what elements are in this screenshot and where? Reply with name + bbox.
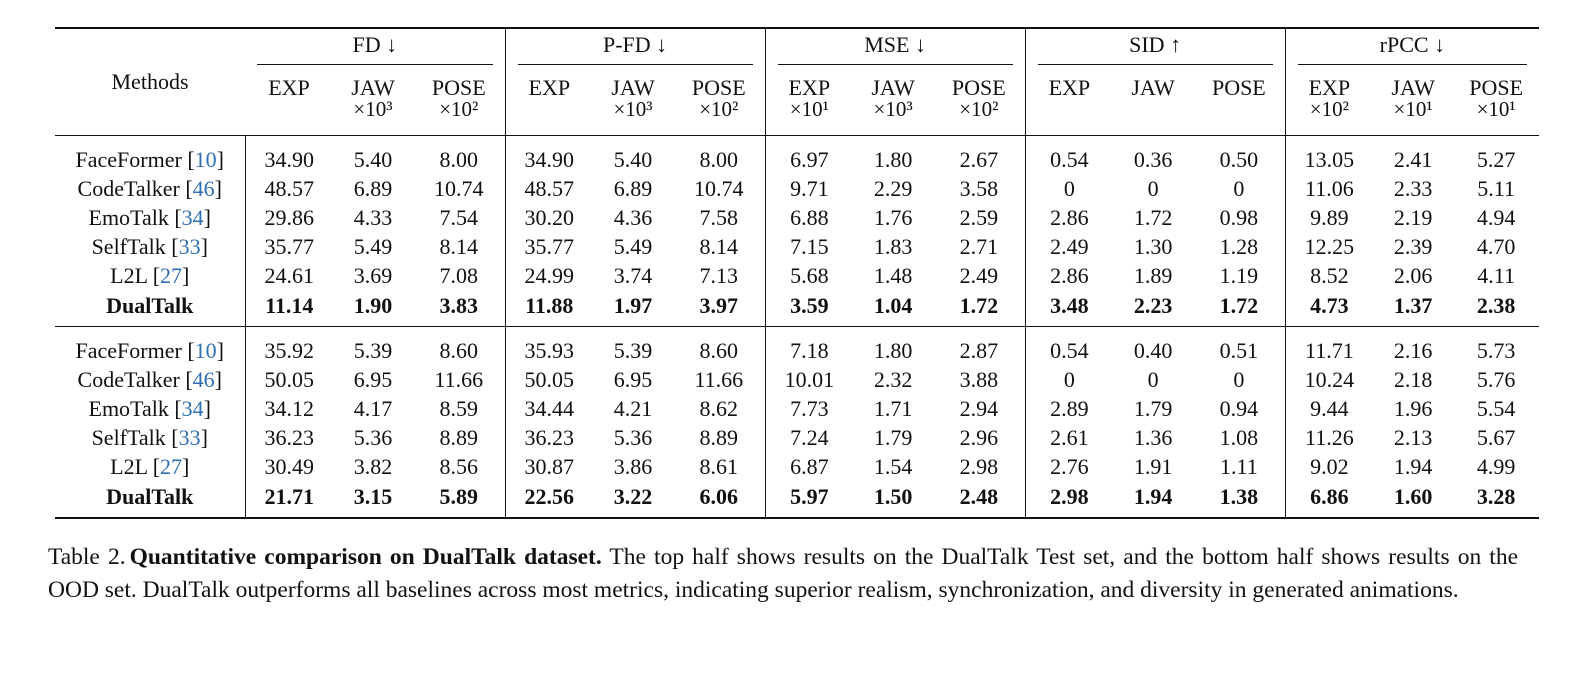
method-name: EmoTalk: [88, 204, 169, 230]
table-row: [55, 136, 1539, 175]
table-cell: 2.32: [873, 366, 913, 392]
citation-link[interactable]: 46: [192, 175, 215, 201]
table-cell: 1.96: [1393, 396, 1433, 422]
table-cell: 2.33: [1393, 175, 1433, 201]
table-cell: 0.54: [1025, 327, 1113, 366]
table-cell: 4.94: [1476, 204, 1516, 230]
method-name-cell: SelfTalk [33]: [91, 234, 208, 260]
group-header: [245, 28, 505, 69]
group-header: [505, 28, 765, 69]
table-cell: 6.06: [673, 482, 765, 518]
method-name-cell: [55, 482, 245, 518]
group-label: FD ↓: [257, 34, 493, 65]
table-cell: 0.54: [1025, 136, 1113, 175]
table-cell: 0: [1025, 174, 1113, 203]
table-row: [55, 233, 1539, 262]
table-cell: 1.79: [873, 425, 913, 451]
table-cell: 5.36: [613, 425, 653, 451]
table-cell: 8.59: [439, 396, 479, 422]
table-cell: 11.66: [434, 366, 484, 392]
table-cell: 2.29: [873, 175, 913, 201]
header-scale-row: [55, 99, 1539, 136]
table-cell: 9.44: [1285, 395, 1373, 424]
table-cell: 11.26: [1285, 424, 1373, 453]
column-header: EXP: [268, 75, 310, 100]
table-cell: 4.99: [1476, 454, 1516, 480]
table-cell: 5.39: [613, 337, 653, 363]
citation-link[interactable]: 33: [178, 234, 201, 260]
table-cell: 8.89: [699, 425, 739, 451]
table-cell: 2.23: [1113, 291, 1193, 327]
table-cell: 50.05: [245, 365, 333, 394]
table-cell: 5.39: [353, 337, 393, 363]
table-cell: 1.19: [1219, 263, 1259, 289]
table-cell: 7.73: [765, 395, 853, 424]
method-name: L2L: [110, 454, 148, 480]
table-cell: 8.60: [439, 337, 479, 363]
table-cell: 1.94: [1113, 482, 1193, 518]
method-name-cell: FaceFormer [10]: [75, 337, 224, 363]
table-cell: 2.98: [959, 454, 999, 480]
table-cell: 1.28: [1219, 234, 1259, 260]
table-cell: 1.08: [1219, 425, 1259, 451]
table-cell: 24.61: [245, 262, 333, 291]
table-cell: 4.33: [353, 204, 393, 230]
table-cell: 3.83: [413, 291, 505, 327]
column-scale: ×10³: [853, 99, 933, 136]
table-cell: 48.57: [245, 174, 333, 203]
table-cell: 36.23: [245, 424, 333, 453]
table-cell: 34.44: [505, 395, 593, 424]
table-cell: 8.00: [699, 146, 739, 172]
method-name-cell: CodeTalker [46]: [77, 175, 222, 201]
table-cell: 1.30: [1133, 234, 1173, 260]
table-cell: 2.19: [1393, 204, 1433, 230]
group-label: rPCC ↓: [1298, 34, 1528, 65]
table-cell: 0.98: [1219, 204, 1259, 230]
column-scale: ×10²: [413, 99, 505, 136]
table-cell: 1.76: [873, 204, 913, 230]
table-cell: 4.70: [1476, 234, 1516, 260]
method-name: FaceFormer: [75, 337, 182, 363]
table-row: [55, 365, 1539, 394]
table-cell: 2.89: [1025, 395, 1113, 424]
method-name: SelfTalk: [91, 234, 166, 260]
table-cell: 24.99: [505, 262, 593, 291]
table-cell: 8.00: [439, 146, 479, 172]
column-scale: [505, 99, 593, 136]
table-cell: 6.88: [765, 203, 853, 232]
table-header: [55, 28, 1539, 136]
table-cell: 2.16: [1393, 337, 1433, 363]
table-cell: 10.01: [765, 365, 853, 394]
table-cell: 1.72: [1193, 291, 1285, 327]
table-cell: 5.89: [413, 482, 505, 518]
table-row: [55, 203, 1539, 232]
table-cell: 30.87: [505, 453, 593, 482]
column-header: EXP: [505, 69, 593, 99]
table-cell: 6.87: [765, 453, 853, 482]
table-cell: 2.59: [959, 204, 999, 230]
table-cell: 4.21: [613, 396, 653, 422]
table-cell: 5.40: [353, 146, 393, 172]
group-label: MSE ↓: [778, 34, 1013, 65]
method-name: DualTalk: [106, 483, 194, 509]
table-cell: 5.67: [1476, 425, 1516, 451]
table-cell: 0: [1233, 175, 1245, 201]
table-row: [55, 262, 1539, 291]
method-name: DualTalk: [106, 292, 194, 318]
table-cell: 1.71: [873, 396, 913, 422]
column-header: EXP: [1025, 69, 1113, 99]
table-cell: 2.71: [959, 234, 999, 260]
method-name: CodeTalker: [77, 175, 180, 201]
table-cell: 35.93: [505, 327, 593, 366]
table-cell: 8.52: [1285, 262, 1373, 291]
table-cell: 22.56: [505, 482, 593, 518]
table-cell: 0: [1233, 366, 1245, 392]
table-cell: 1.48: [873, 263, 913, 289]
table-cell: 4.17: [353, 396, 393, 422]
table-caption: [48, 541, 1518, 607]
method-name-cell: L2L [27]: [110, 263, 190, 289]
table-cell: 3.59: [765, 291, 853, 327]
table-cell: 3.86: [613, 454, 653, 480]
table-cell: 5.76: [1476, 366, 1516, 392]
table-row: [55, 424, 1539, 453]
table-cell: 4.11: [1477, 263, 1515, 289]
caption-label: Table 2.: [48, 544, 126, 570]
table-cell: 8.14: [699, 234, 739, 260]
table-cell: 30.49: [245, 453, 333, 482]
table-cell: 3.22: [593, 482, 673, 518]
group-header: [1025, 28, 1285, 69]
method-name-cell: EmoTalk [34]: [88, 204, 211, 230]
table-cell: 2.86: [1025, 262, 1113, 291]
table-cell: 1.38: [1193, 482, 1285, 518]
method-name: SelfTalk: [91, 425, 166, 451]
method-name-cell: L2L [27]: [110, 454, 190, 480]
table-cell: 1.36: [1133, 425, 1173, 451]
table-cell: 9.89: [1285, 203, 1373, 232]
column-header: JAW: [1131, 75, 1175, 100]
method-name: L2L: [110, 263, 148, 289]
table-cell: 0: [1147, 175, 1159, 201]
table-row: [55, 327, 1539, 366]
column-scale: ×10²: [1285, 99, 1373, 136]
column-header: POSE: [1469, 75, 1524, 100]
table-cell: 1.72: [1133, 204, 1173, 230]
table-cell: 8.56: [439, 454, 479, 480]
method-name-cell: CodeTalker [46]: [77, 366, 222, 392]
table-cell: 8.60: [699, 337, 739, 363]
table-cell: 2.67: [959, 146, 999, 172]
results-table: [55, 27, 1539, 519]
table-cell: 1.91: [1133, 454, 1173, 480]
table-cell: 7.58: [699, 204, 739, 230]
table-cell: 1.04: [853, 291, 933, 327]
table-body: [55, 136, 1539, 519]
table-cell: 3.28: [1453, 482, 1539, 518]
table-cell: 0.36: [1133, 146, 1173, 172]
citation-link[interactable]: 33: [178, 425, 201, 451]
table-cell: 1.80: [873, 337, 913, 363]
table-cell: 3.97: [673, 291, 765, 327]
table-cell: 4.36: [613, 204, 653, 230]
table-cell: 2.86: [1025, 203, 1113, 232]
table-cell: 11.71: [1285, 327, 1373, 366]
column-header: JAW: [351, 75, 395, 100]
table-cell: 50.05: [505, 365, 593, 394]
column-scale: [245, 99, 333, 136]
table-cell: 4.73: [1285, 291, 1373, 327]
table-cell: 8.89: [439, 425, 479, 451]
table-cell: 2.87: [959, 337, 999, 363]
table-cell: 34.90: [245, 136, 333, 175]
table-cell: 10.74: [694, 175, 744, 201]
table-cell: 11.14: [245, 291, 333, 327]
table-cell: 9.02: [1285, 453, 1373, 482]
column-scale: ×10¹: [1453, 99, 1539, 136]
column-scale: [1025, 99, 1113, 136]
column-scale: [1113, 99, 1193, 136]
header-sub-row: [55, 69, 1539, 99]
caption-title: Quantitative comparison on DualTalk dataset.: [129, 544, 602, 570]
table-cell: 0.40: [1133, 337, 1173, 363]
table-cell: 5.49: [613, 234, 653, 260]
table-cell: 6.89: [613, 175, 653, 201]
table-cell: 3.48: [1025, 291, 1113, 327]
table-cell: 0.94: [1219, 396, 1259, 422]
table-cell: 2.41: [1393, 146, 1433, 172]
citation-link[interactable]: 27: [160, 263, 183, 289]
method-name-cell: [55, 291, 245, 327]
table-cell: 3.58: [959, 175, 999, 201]
column-scale: ×10³: [593, 99, 673, 136]
table-cell: 6.95: [613, 366, 653, 392]
table-cell: 2.49: [1025, 233, 1113, 262]
table-cell: 1.89: [1133, 263, 1173, 289]
table-cell: 3.15: [333, 482, 413, 518]
group-label: SID ↑: [1038, 34, 1273, 65]
table-cell: 1.50: [853, 482, 933, 518]
citation-link[interactable]: 46: [192, 366, 215, 392]
table-cell: 5.49: [353, 234, 393, 260]
column-header: POSE: [1211, 75, 1266, 100]
table-cell: 3.74: [613, 263, 653, 289]
table-cell: 0.50: [1219, 146, 1259, 172]
table-cell: 5.27: [1476, 146, 1516, 172]
citation-link[interactable]: 34: [181, 204, 204, 230]
table-row: [55, 395, 1539, 424]
table-cell: 11.06: [1285, 174, 1373, 203]
table-cell: 3.69: [353, 263, 393, 289]
citation-link[interactable]: 10: [194, 146, 217, 172]
table-cell: 2.38: [1453, 291, 1539, 327]
table-cell: 1.83: [873, 234, 913, 260]
table-cell: 1.11: [1220, 454, 1258, 480]
method-name: CodeTalker: [77, 366, 180, 392]
table-cell: 8.14: [439, 234, 479, 260]
table-cell: 2.48: [933, 482, 1025, 518]
table-cell: 10.24: [1285, 365, 1373, 394]
table-cell: 5.40: [613, 146, 653, 172]
table-cell: 6.86: [1285, 482, 1373, 518]
table-cell: 0: [1147, 366, 1159, 392]
table-cell: 10.74: [434, 175, 484, 201]
table-cell: 9.71: [765, 174, 853, 203]
header-group-row: [55, 28, 1539, 69]
method-name-cell: FaceFormer [10]: [75, 146, 224, 172]
column-scale: [1193, 99, 1285, 136]
table-cell: 13.05: [1285, 136, 1373, 175]
table-cell: 7.24: [765, 424, 853, 453]
table-cell: 5.11: [1477, 175, 1515, 201]
table-cell: 7.54: [439, 204, 479, 230]
table-cell: 2.49: [959, 263, 999, 289]
table-cell: 11.66: [694, 366, 744, 392]
table-cell: 6.89: [353, 175, 393, 201]
table-cell: 30.20: [505, 203, 593, 232]
table-cell: 7.08: [439, 263, 479, 289]
table-cell: 1.54: [873, 454, 913, 480]
table-cell: 0.51: [1219, 337, 1259, 363]
table-cell: 3.82: [353, 454, 393, 480]
column-scale: ×10²: [673, 99, 765, 136]
table-cell: 5.97: [765, 482, 853, 518]
table-cell: 12.25: [1285, 233, 1373, 262]
table-cell: 6.97: [765, 136, 853, 175]
table-cell: 5.73: [1476, 337, 1516, 363]
table-cell: 11.88: [505, 291, 593, 327]
column-scale: ×10¹: [765, 99, 853, 136]
column-header: EXP: [1285, 69, 1373, 99]
table-cell: 36.23: [505, 424, 593, 453]
table-row: [55, 174, 1539, 203]
table-cell: 8.61: [699, 454, 739, 480]
table-row: [55, 291, 1539, 327]
table-cell: 0: [1025, 365, 1113, 394]
table-cell: 2.98: [1025, 482, 1113, 518]
table-cell: 35.92: [245, 327, 333, 366]
method-name-cell: EmoTalk [34]: [88, 396, 211, 422]
citation-link[interactable]: 34: [181, 396, 204, 422]
column-header: JAW: [611, 75, 655, 100]
column-header: EXP: [765, 69, 853, 99]
column-header: POSE: [431, 75, 486, 100]
column-header: JAW: [871, 75, 915, 100]
table-cell: 1.79: [1133, 396, 1173, 422]
table-cell: 5.68: [765, 262, 853, 291]
table-cell: 2.61: [1025, 424, 1113, 453]
group-header: [1285, 28, 1539, 69]
caption-text: The top half shows results on the DualTalk Test set, and the bottom half shows results on the OOD set. DualTalk outperforms all baselines across most metrics, indicating superior realism, synchronization, and diversity in generated animations.: [48, 544, 1518, 603]
table-cell: 7.15: [765, 233, 853, 262]
table-cell: 7.18: [765, 327, 853, 366]
table-cell: 34.90: [505, 136, 593, 175]
column-header: POSE: [951, 75, 1006, 100]
table-cell: 2.76: [1025, 453, 1113, 482]
column-header: POSE: [691, 75, 746, 100]
table-cell: 8.62: [699, 396, 739, 422]
table-cell: 5.36: [353, 425, 393, 451]
column-scale: ×10²: [933, 99, 1025, 136]
table-cell: 1.80: [873, 146, 913, 172]
table-cell: 1.72: [933, 291, 1025, 327]
table-cell: 35.77: [245, 233, 333, 262]
method-name-cell: SelfTalk [33]: [91, 425, 208, 451]
column-header: JAW: [1391, 75, 1435, 100]
table-cell: 1.60: [1373, 482, 1453, 518]
group-label: P-FD ↓: [518, 34, 753, 65]
table-cell: 1.90: [333, 291, 413, 327]
column-scale: ×10³: [333, 99, 413, 136]
table-cell: 2.39: [1393, 234, 1433, 260]
table-cell: 6.95: [353, 366, 393, 392]
table-row: [55, 482, 1539, 518]
table-cell: 29.86: [245, 203, 333, 232]
citation-link[interactable]: 27: [160, 454, 183, 480]
method-name: FaceFormer: [75, 146, 182, 172]
table-cell: 34.12: [245, 395, 333, 424]
table-cell: 3.88: [959, 366, 999, 392]
table-cell: 48.57: [505, 174, 593, 203]
table-cell: 21.71: [245, 482, 333, 518]
method-name: EmoTalk: [88, 396, 169, 422]
table-cell: 2.13: [1393, 425, 1433, 451]
group-header: [765, 28, 1025, 69]
table-cell: 35.77: [505, 233, 593, 262]
table-cell: 1.97: [593, 291, 673, 327]
table-cell: 2.96: [959, 425, 999, 451]
table-cell: 2.94: [959, 396, 999, 422]
table-row: [55, 453, 1539, 482]
table-cell: 5.54: [1476, 396, 1516, 422]
table-cell: 2.18: [1393, 366, 1433, 392]
methods-header: Methods: [55, 28, 245, 136]
table-cell: 7.13: [699, 263, 739, 289]
table-cell: 2.06: [1393, 263, 1433, 289]
column-scale: ×10¹: [1373, 99, 1453, 136]
table-cell: 1.94: [1393, 454, 1433, 480]
table-cell: 1.37: [1373, 291, 1453, 327]
citation-link[interactable]: 10: [194, 337, 217, 363]
